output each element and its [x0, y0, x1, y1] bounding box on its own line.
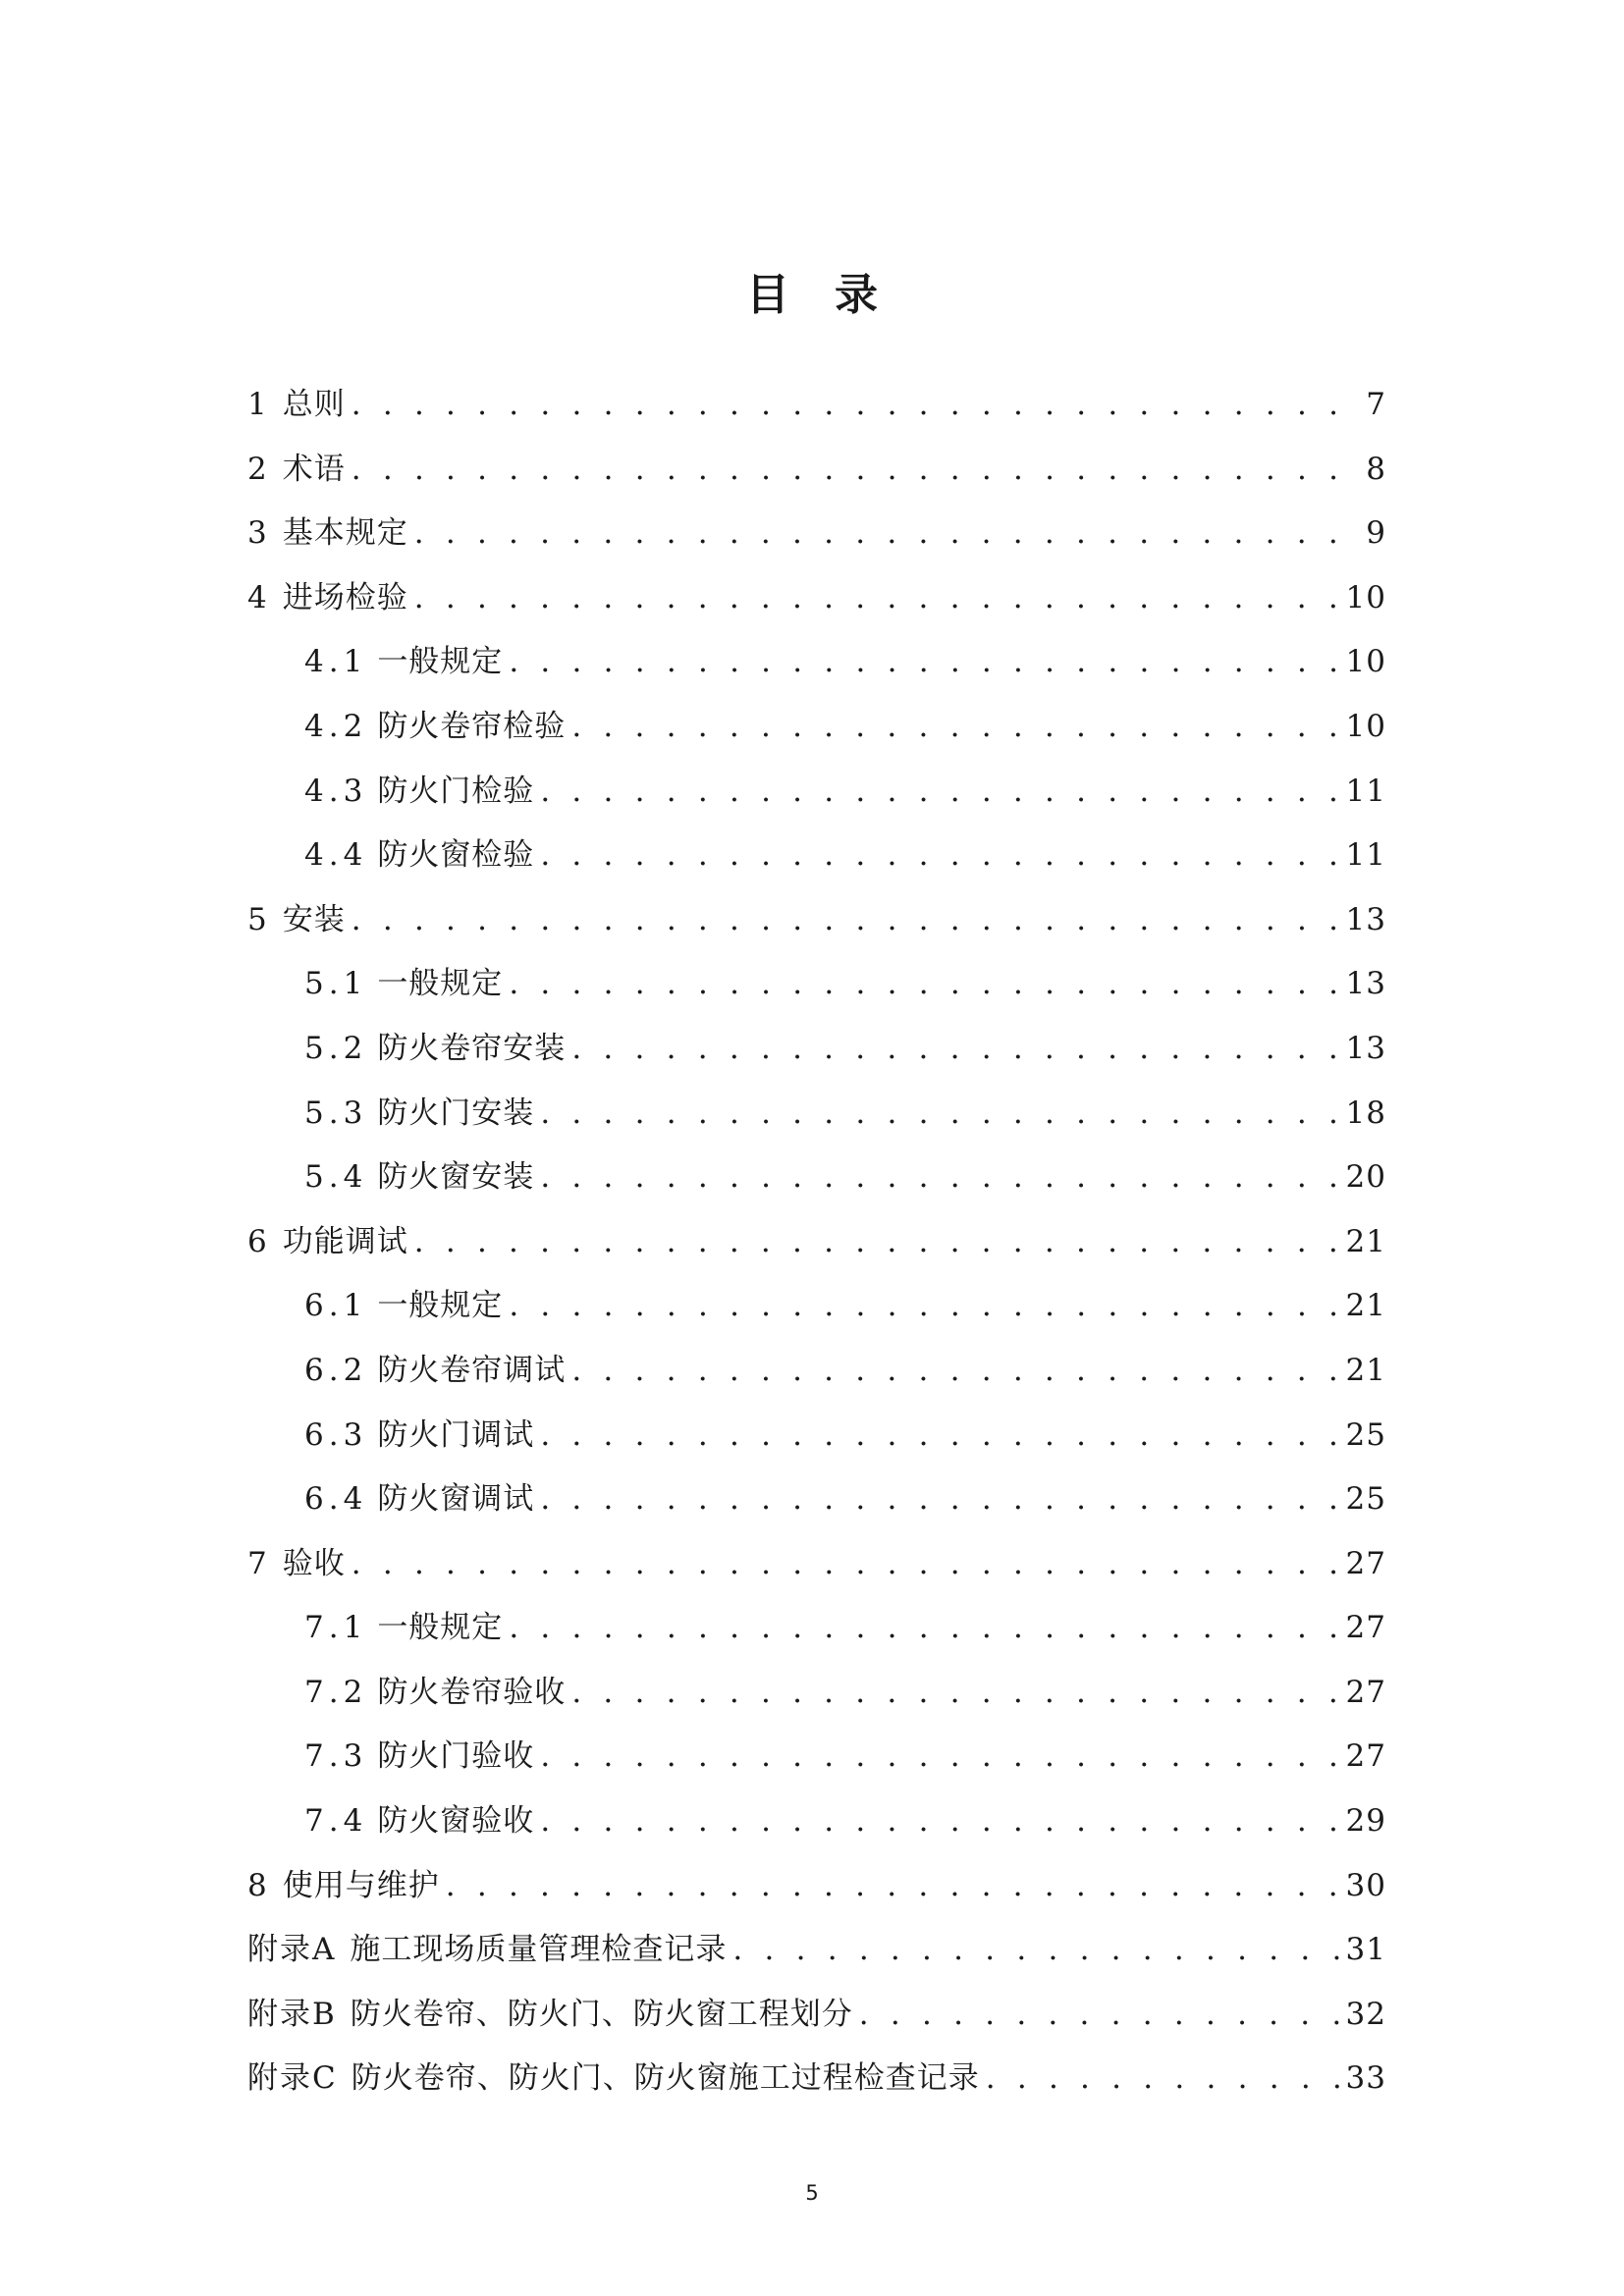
toc-subsection-entry[interactable]: [247, 1404, 1386, 1468]
toc-subsection-entry[interactable]: [247, 1017, 1386, 1082]
toc-entry-page-number: 10: [1345, 644, 1386, 680]
toc-entry-page-number: 29: [1345, 1803, 1386, 1840]
toc-entry-title: 防火窗调试: [377, 1481, 535, 1518]
toc-dot-leader: [509, 952, 1339, 1017]
toc-dot-leader: [352, 1532, 1340, 1597]
toc-dot-leader: [540, 1146, 1339, 1210]
toc-entry-number: 5.3: [304, 1095, 368, 1131]
toc-entry-title: 防火门检验: [377, 773, 535, 809]
toc-entry-title: 防火窗安装: [377, 1159, 535, 1196]
toc-entry-number: 附录C: [247, 2060, 338, 2097]
toc-subsection-entry[interactable]: [247, 1725, 1386, 1789]
toc-entry-page-number: 13: [1345, 966, 1386, 1002]
toc-dot-leader: [859, 1983, 1340, 2048]
toc-entry-number: 3: [247, 515, 269, 552]
toc-entry-page-number: 27: [1345, 1738, 1386, 1775]
toc-entry-number: 6.4: [304, 1481, 368, 1518]
toc-entry-title: 防火卷帘调试: [377, 1352, 567, 1388]
toc-appendix-entry[interactable]: [247, 1983, 1386, 2048]
toc-entry-title: 防火窗验收: [377, 1803, 535, 1840]
toc-dot-leader: [571, 1339, 1339, 1404]
toc-entry-number: 6.1: [304, 1288, 368, 1324]
toc-subsection-entry[interactable]: [247, 1661, 1386, 1726]
toc-dot-leader: [414, 1210, 1340, 1275]
toc-entry-number: 1: [247, 387, 269, 422]
toc-subsection-entry[interactable]: [247, 824, 1386, 888]
toc-dot-leader: [352, 888, 1340, 953]
toc-entry-title: 防火卷帘、防火门、防火窗工程划分: [350, 1996, 853, 2032]
toc-dot-leader: [540, 760, 1339, 825]
toc-entry-number: 附录B: [247, 1996, 337, 2032]
toc-entry-page-number: 21: [1345, 1223, 1386, 1259]
toc-entry-number: 4.1: [304, 644, 368, 680]
toc-entry-number: 7.2: [304, 1674, 368, 1710]
toc-dot-leader: [352, 373, 1361, 438]
toc-entry-number: 4.3: [304, 773, 368, 809]
toc-dot-leader: [352, 438, 1361, 503]
toc-dot-leader: [509, 1596, 1339, 1661]
toc-subsection-entry[interactable]: [247, 1082, 1386, 1147]
toc-chapter-entry[interactable]: [247, 1532, 1386, 1597]
page-title: 目录: [746, 270, 923, 321]
toc-entry-page-number: 32: [1345, 1996, 1386, 2032]
toc-dot-leader: [571, 1017, 1339, 1082]
toc-chapter-entry[interactable]: [247, 1854, 1386, 1919]
toc-entry-page-number: 10: [1345, 579, 1386, 615]
toc-entry-title: 一般规定: [377, 644, 504, 680]
toc-entry-page-number: 21: [1345, 1288, 1386, 1324]
toc-entry-number: 5: [247, 901, 269, 937]
toc-entry-page-number: 31: [1345, 1932, 1386, 1968]
toc-entry-number: 4: [247, 579, 269, 615]
toc-entry-title: 防火卷帘验收: [377, 1674, 567, 1710]
page-number: 5: [805, 2181, 819, 2205]
toc-entry-number: 4.4: [304, 837, 368, 874]
toc-entry-page-number: 30: [1345, 1867, 1386, 1903]
toc-subsection-entry[interactable]: [247, 1146, 1386, 1210]
toc-entry-page-number: 11: [1345, 837, 1386, 874]
toc-entry-page-number: 20: [1345, 1159, 1386, 1196]
toc-entry-number: 2: [247, 451, 269, 487]
toc-entry-number: 5.4: [304, 1159, 368, 1196]
toc-chapter-entry[interactable]: [247, 502, 1386, 566]
toc-dot-leader: [571, 695, 1339, 760]
toc-entry-page-number: 13: [1345, 901, 1386, 937]
toc-subsection-entry[interactable]: [247, 760, 1386, 825]
toc-entry-number: 7.1: [304, 1610, 368, 1646]
toc-entry-page-number: 10: [1345, 708, 1386, 744]
toc-subsection-entry[interactable]: [247, 952, 1386, 1017]
toc-entry-title: 防火卷帘检验: [377, 708, 567, 744]
toc-entry-page-number: 33: [1345, 2060, 1386, 2097]
toc-entry-title: 术语: [282, 451, 346, 487]
toc-dot-leader: [540, 1725, 1339, 1789]
toc-entry-number: 4.2: [304, 708, 368, 744]
toc-entry-title: 防火门安装: [377, 1095, 535, 1131]
toc-entry-title: 使用与维护: [282, 1867, 440, 1903]
toc-entry-page-number: 27: [1345, 1674, 1386, 1710]
toc-entry-title: 一般规定: [377, 966, 504, 1002]
toc-entry-number: 7.4: [304, 1803, 368, 1840]
toc-entry-title: 一般规定: [377, 1288, 504, 1324]
toc-entry-page-number: 21: [1345, 1352, 1386, 1388]
toc-subsection-entry[interactable]: [247, 1274, 1386, 1339]
toc-subsection-entry[interactable]: [247, 1468, 1386, 1532]
toc-dot-leader: [540, 824, 1339, 888]
toc-entry-number: 5.2: [304, 1030, 368, 1066]
toc-chapter-entry[interactable]: [247, 1210, 1386, 1275]
toc-entry-page-number: 8: [1366, 451, 1386, 487]
toc-dot-leader: [446, 1854, 1340, 1919]
toc-appendix-entry[interactable]: [247, 2047, 1386, 2111]
toc-dot-leader: [509, 630, 1339, 695]
toc-entry-page-number: 9: [1366, 515, 1386, 552]
toc-entry-number: 5.1: [304, 966, 368, 1002]
toc-entry-title: 防火卷帘、防火门、防火窗施工过程检查记录: [351, 2060, 980, 2097]
toc-entry-title: 总则: [282, 387, 346, 422]
toc-entry-title: 验收: [282, 1545, 346, 1581]
toc-dot-leader: [732, 1918, 1339, 1983]
toc-entry-number: 6.3: [304, 1416, 368, 1453]
toc-entry-number: 8: [247, 1867, 269, 1903]
toc-dot-leader: [571, 1661, 1339, 1726]
toc-entry-page-number: 25: [1345, 1416, 1386, 1453]
toc-dot-leader: [540, 1404, 1339, 1468]
toc-entry-page-number: 13: [1345, 1030, 1386, 1066]
toc-entry-title: 安装: [282, 901, 346, 937]
toc-entry-title: 功能调试: [282, 1223, 408, 1259]
toc-chapter-entry[interactable]: [247, 438, 1386, 503]
toc-entry-number: 7.3: [304, 1738, 368, 1775]
toc-entry-title: 防火门调试: [377, 1416, 535, 1453]
toc-subsection-entry[interactable]: [247, 695, 1386, 760]
toc-entry-number: 6.2: [304, 1352, 368, 1388]
toc-subsection-entry[interactable]: [247, 1789, 1386, 1854]
toc-entry-page-number: 18: [1345, 1095, 1386, 1131]
toc-entry-title: 进场检验: [282, 579, 408, 615]
toc-dot-leader: [986, 2047, 1340, 2111]
toc-chapter-entry[interactable]: [247, 373, 1386, 438]
toc-dot-leader: [540, 1082, 1339, 1147]
toc-dot-leader: [414, 566, 1340, 631]
toc-dot-leader: [540, 1789, 1339, 1854]
toc-entry-title: 防火窗检验: [377, 837, 535, 874]
toc-dot-leader: [414, 502, 1361, 566]
toc-subsection-entry[interactable]: [247, 1339, 1386, 1404]
toc-entry-title: 基本规定: [282, 515, 408, 552]
toc-chapter-entry[interactable]: [247, 888, 1386, 953]
toc-subsection-entry[interactable]: [247, 630, 1386, 695]
toc-chapter-entry[interactable]: [247, 566, 1386, 631]
table-of-contents: [247, 373, 1386, 2111]
toc-entry-title: 一般规定: [377, 1610, 504, 1646]
toc-entry-page-number: 11: [1345, 773, 1386, 809]
toc-subsection-entry[interactable]: [247, 1596, 1386, 1661]
toc-entry-page-number: 25: [1345, 1481, 1386, 1518]
toc-entry-page-number: 27: [1345, 1610, 1386, 1646]
toc-entry-page-number: 27: [1345, 1545, 1386, 1581]
toc-entry-title: 施工现场质量管理检查记录: [350, 1932, 728, 1968]
toc-entry-title: 防火门验收: [377, 1738, 535, 1775]
toc-appendix-entry[interactable]: [247, 1918, 1386, 1983]
toc-entry-number: 6: [247, 1223, 269, 1259]
toc-dot-leader: [509, 1274, 1339, 1339]
toc-entry-number: 7: [247, 1545, 269, 1581]
toc-entry-title: 防火卷帘安装: [377, 1030, 567, 1066]
toc-dot-leader: [540, 1468, 1339, 1532]
toc-entry-number: 附录A: [247, 1932, 337, 1968]
toc-entry-page-number: 7: [1366, 387, 1386, 422]
